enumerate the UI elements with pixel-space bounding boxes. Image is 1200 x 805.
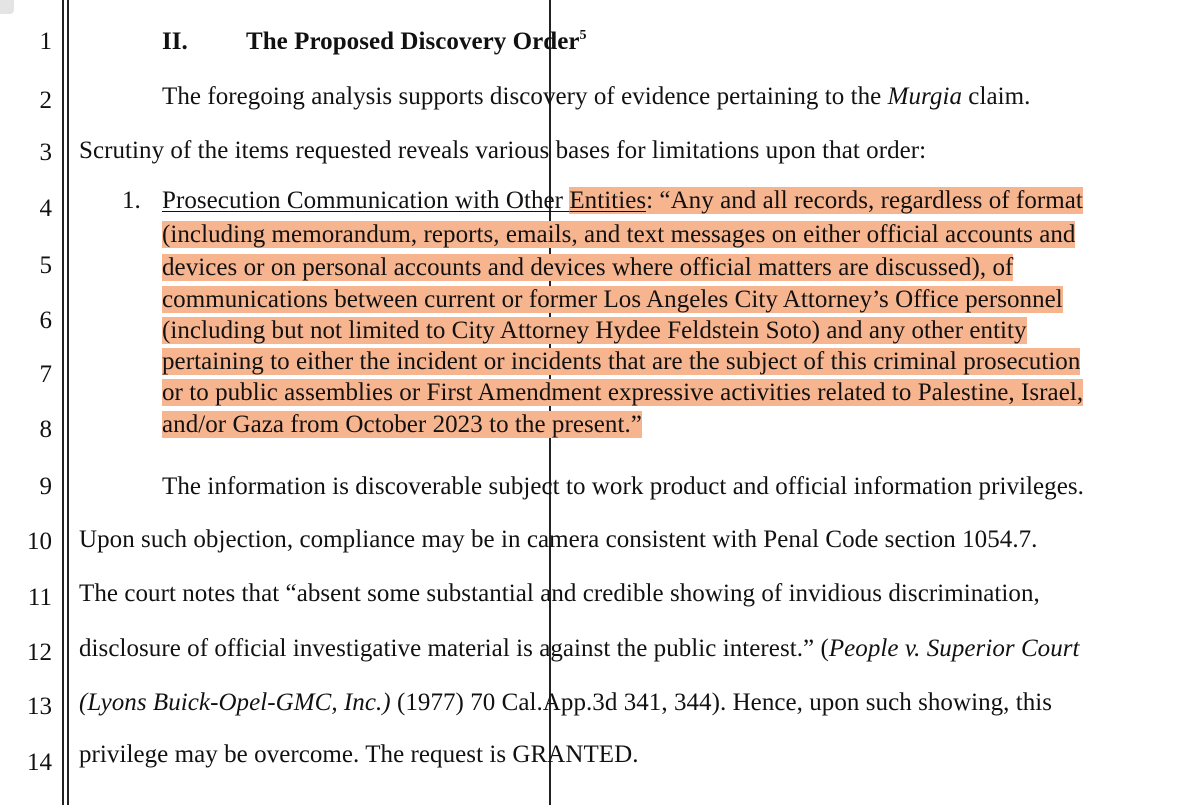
line-number: 5 [39,252,52,279]
text-run: claim. [962,83,1031,110]
line-number: 12 [27,639,52,666]
item-line-6 [162,253,1013,283]
line-number: 7 [39,361,52,388]
line-number: 14 [27,749,52,776]
body-line-10: Upon such objection, compliance may be in camera consistent with Penal Code section 1054.7. [79,526,1038,553]
margin-rule-left-2 [67,0,69,805]
section-number: II. [162,28,188,55]
highlighted-text: and/or Gaza from October 2023 to the present.” [162,411,642,438]
body-line-9: The information is discoverable subject to work product and official information privileges. [162,473,1084,500]
line-number: 10 [27,528,52,555]
item-label: Prosecution Communication with Other [162,187,570,214]
item-line-8 [162,316,1027,346]
text-run: disclosure of official investigative material is against the public interest.” ( [79,635,829,662]
highlighted-text: devices or on personal accounts and devices where official matters are discussed), of [162,254,1014,281]
text-run: (1977) 70 Cal.App.3d 341, 344). Hence, upon such showing, this [390,689,1053,716]
highlighted-text: (including memorandum, reports, emails, and text messages on either official accounts and [162,221,1076,248]
item-line-7 [162,285,1063,315]
body-line-14: privilege may be overcome. The request is GRANTED. [79,741,639,768]
line-number: 3 [39,139,52,166]
body-line-11: The court notes that “absent some substantial and credible showing of invidious discrimination, [79,580,1040,607]
item-line-4 [162,186,1083,216]
line-number: 9 [39,473,52,500]
highlighted-text: pertaining to either the incident or incidents that are the subject of this criminal prosecution [162,348,1081,375]
line-number: 4 [39,195,52,222]
item-number: 1. [122,187,141,214]
body-line-12 [79,634,1080,664]
case-name: Murgia [887,83,962,110]
highlighted-text: communications between current or former Los Angeles City Attorney’s Office personnel [162,286,1063,313]
line-number: 8 [39,416,52,443]
case-citation: (Lyons Buick-Opel-GMC, Inc.) [79,689,391,716]
item-label-highlighted: Entities [569,187,647,214]
item-line-11 [162,410,642,440]
text-run: The foregoing analysis supports discovery of evidence pertaining to the [162,83,888,110]
item-line-5 [162,220,1075,250]
section-heading [246,27,587,57]
line-number: 1 [39,28,52,55]
section-title: The Proposed Discovery Order [246,28,580,55]
body-line-2 [162,82,1030,112]
line-number: 2 [39,87,52,114]
line-number: 13 [27,693,52,720]
margin-rule-left-1 [62,0,64,805]
item-line-9 [162,347,1080,377]
item-line-10 [162,378,1083,408]
highlighted-text: or to public assemblies or First Amendment expressive activities related to Palestine, Israel, [162,379,1084,406]
body-line-3: Scrutiny of the items requested reveals various bases for limitations upon that order: [79,137,927,164]
footnote-marker: 5 [579,28,587,43]
line-number: 11 [27,584,52,611]
case-citation: People v. Superior Court [828,635,1080,662]
highlighted-text: (including but not limited to City Attorney Hydee Feldstein Soto) and any other entity [162,317,1027,344]
highlighted-text: : “Any and all records, regardless of format [646,187,1083,214]
window-corner [0,0,14,14]
body-line-13 [79,688,1052,718]
line-number: 6 [39,307,52,334]
